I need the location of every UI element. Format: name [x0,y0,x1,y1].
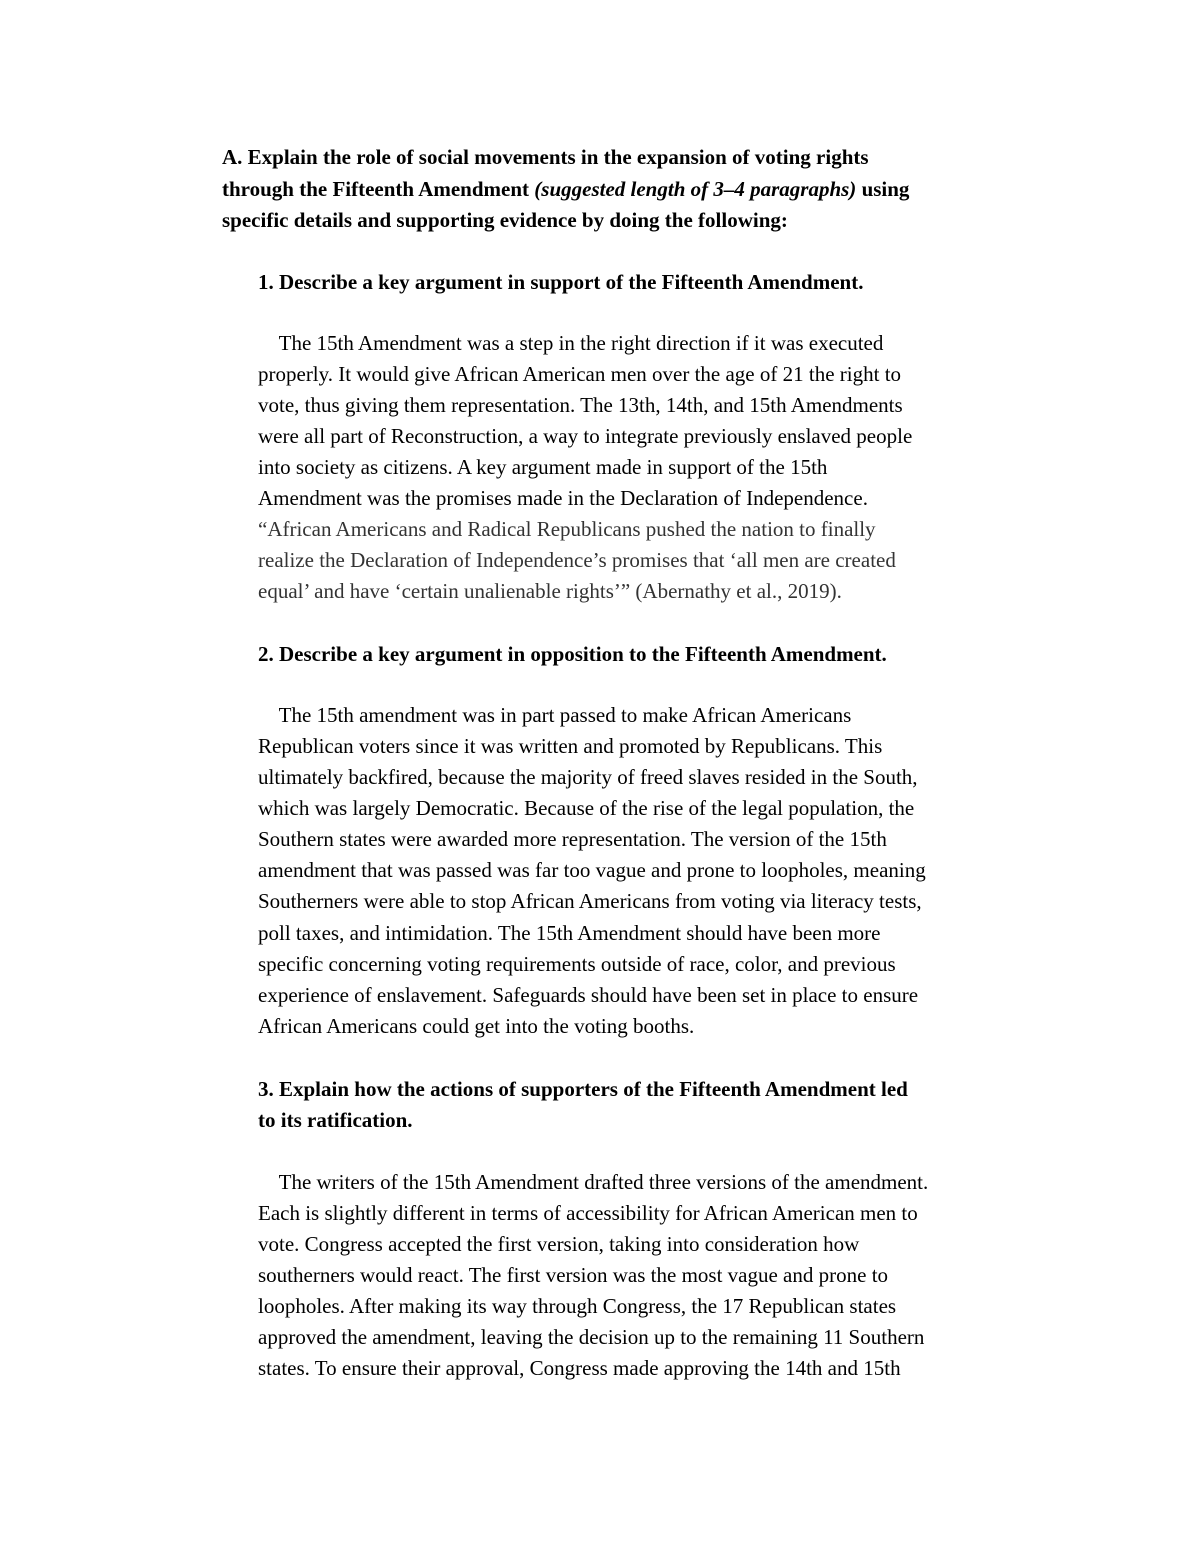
section-a-line-2 [222,174,909,205]
q3-heading-line: to its ratification. [258,1108,413,1132]
q1-heading: 1. Describe a key argument in support of the Fifteenth Amendment. [258,270,864,294]
q3-paragraph-line: The writers of the 15th Amendment drafted three versions of the amendment. [258,1170,929,1194]
q2-paragraph-line: Southern states were awarded more representation. The version of the 15th [258,827,887,851]
q1-paragraph-line: Amendment was the promises made in the Declaration of Independence. [258,486,868,510]
q2-paragraph-line: ultimately backfired, because the majority of freed slaves resided in the South, [258,765,918,789]
q3-paragraph-line: Each is slightly different in terms of accessibility for African American men to [258,1201,918,1225]
q3-paragraph-line: states. To ensure their approval, Congress made approving the 14th and 15th [258,1356,901,1380]
q2-paragraph-line: Republican voters since it was written and promoted by Republicans. This [258,734,883,758]
q2-paragraph-line: which was largely Democratic. Because of the rise of the legal population, the [258,796,915,820]
q1-quote-line: equal’ and have ‘certain unalienable rights’” (Abernathy et al., 2019). [258,579,842,603]
section-a-line-2-start: through the Fifteenth Amendment [222,177,535,201]
q2-paragraph-line: experience of enslavement. Safeguards should have been set in place to ensure [258,983,919,1007]
q3-paragraph-line: approved the amendment, leaving the decision up to the remaining 11 Southern [258,1325,925,1349]
q1-paragraph-line: The 15th Amendment was a step in the right direction if it was executed [258,331,884,355]
q1-quote-line: realize the Declaration of Independence’s promises that ‘all men are created [258,548,896,572]
section-a-line-1: A. Explain the role of social movements in the expansion of voting rights [222,145,869,169]
q2-paragraph-line: poll taxes, and intimidation. The 15th Amendment should have been more [258,921,881,945]
q2-heading: 2. Describe a key argument in opposition to the Fifteenth Amendment. [258,642,887,666]
q1-paragraph-line: into society as citizens. A key argument made in support of the 15th [258,455,828,479]
q1-paragraph-line: were all part of Reconstruction, a way to integrate previously enslaved people [258,424,913,448]
q3-paragraph-line: loopholes. After making its way through Congress, the 17 Republican states [258,1294,897,1318]
q3-heading-line: 3. Explain how the actions of supporters of the Fifteenth Amendment led [258,1077,908,1101]
section-a-line-3: specific details and supporting evidence by doing the following: [222,208,788,232]
q1-paragraph-line: vote, thus giving them representation. The 13th, 14th, and 15th Amendments [258,393,903,417]
q1-quote-line: “African Americans and Radical Republicans pushed the nation to finally [258,517,876,541]
section-a-emphasis: (suggested length of 3–4 paragraphs) [534,177,857,201]
q2-paragraph-line: African Americans could get into the voting booths. [258,1014,695,1038]
q1-paragraph-line: properly. It would give African American men over the age of 21 the right to [258,362,902,386]
q2-paragraph-line: Southerners were able to stop African Americans from voting via literacy tests, [258,889,922,913]
q2-paragraph-line: specific concerning voting requirements outside of race, color, and previous [258,952,896,976]
q3-paragraph-line: vote. Congress accepted the first version, taking into consideration how [258,1232,860,1256]
section-a-line-2-end: using [856,177,910,201]
q2-paragraph-line: amendment that was passed was far too vague and prone to loopholes, meaning [258,858,926,882]
q3-paragraph-line: southerners would react. The first version was the most vague and prone to [258,1263,889,1287]
q2-paragraph-line: The 15th amendment was in part passed to make African Americans [258,703,852,727]
